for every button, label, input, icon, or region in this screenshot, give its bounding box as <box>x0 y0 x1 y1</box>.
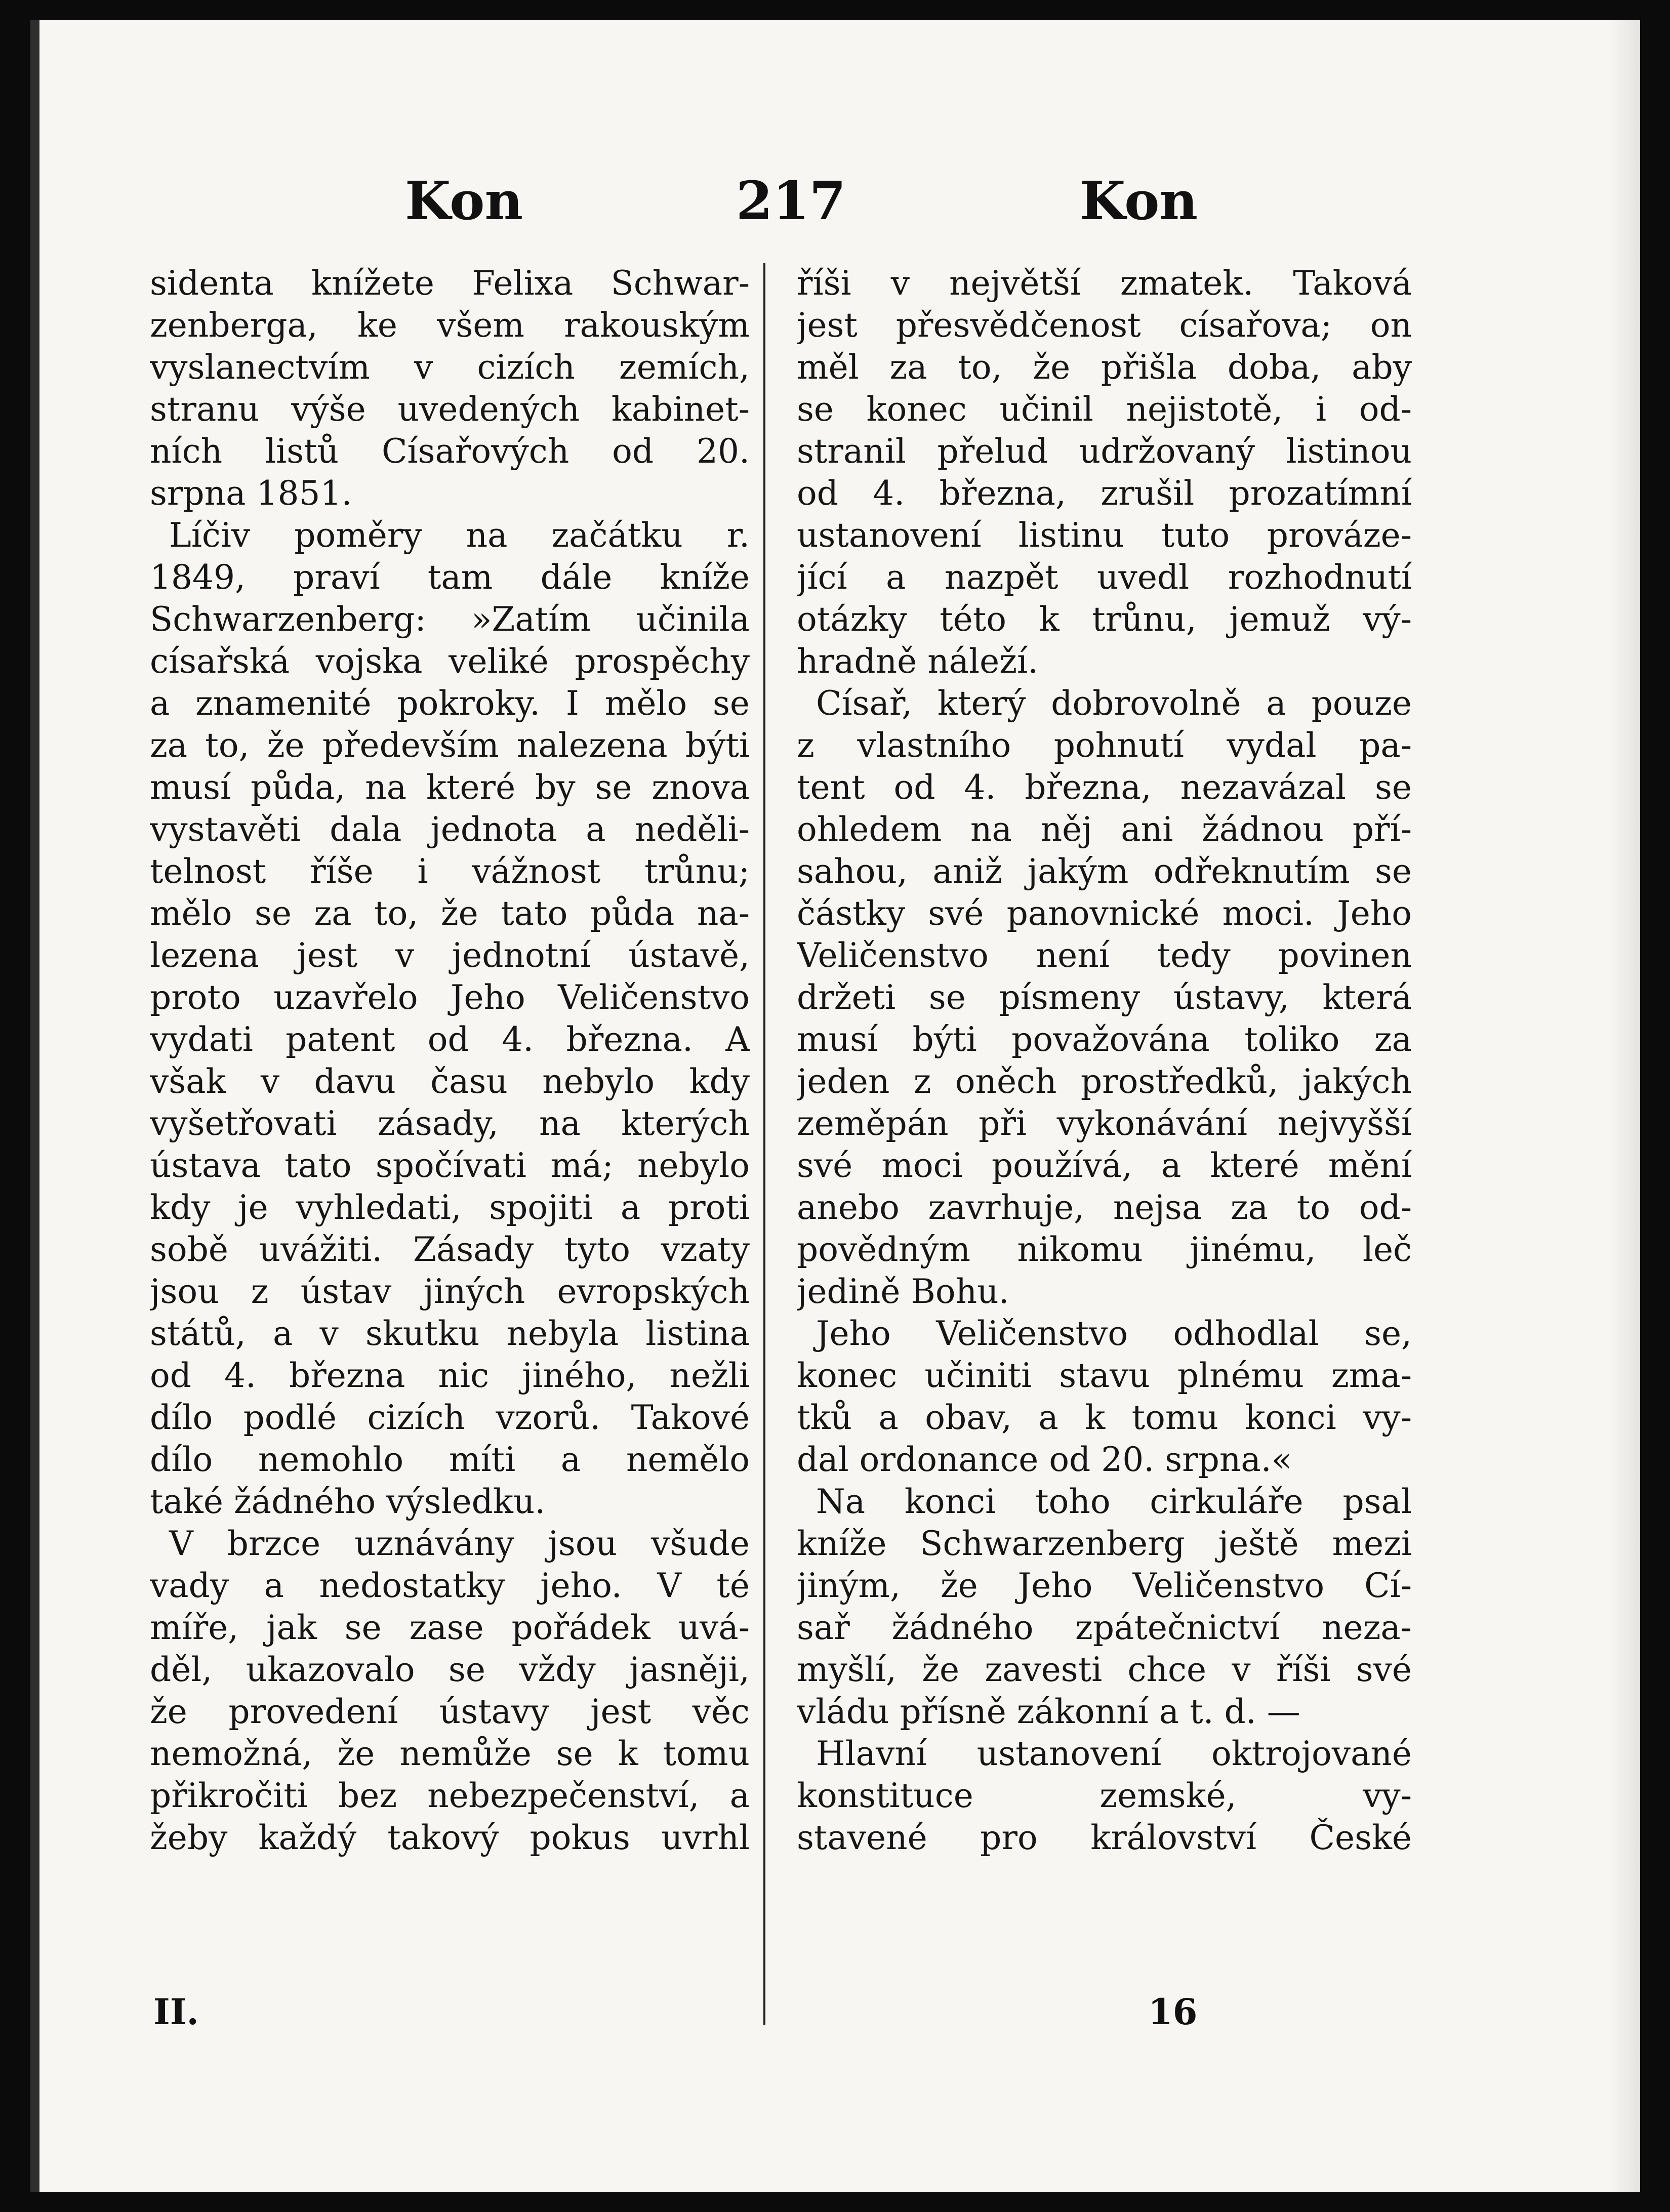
text-line: dílo podlé cizích vzorů. Takové <box>150 1398 750 1437</box>
text-line: anebo zavrhuje, nejsa za to od- <box>797 1188 1412 1227</box>
text-line: mělo se za to, že tato půda na- <box>150 894 750 933</box>
text-line: sař žádného zpátečnictví neza- <box>797 1608 1412 1647</box>
text-line: Jeho Veličenstvo odhodlal se, <box>816 1314 1412 1353</box>
right-column <box>797 262 1412 1859</box>
text-line: a znamenité pokroky. I mělo se <box>150 684 750 723</box>
text-line: vyšetřovati zásady, na kterých <box>150 1104 750 1143</box>
text-line: lezena jest v jednotní ústavě, <box>150 936 750 975</box>
page-content <box>39 20 1640 2192</box>
text-line: od 4. března, zrušil prozatímní <box>797 474 1412 513</box>
text-line: žeby každý takový pokus uvrhl <box>150 1818 750 1857</box>
text-line: jedině Bohu. <box>797 1272 1009 1311</box>
text-line: kdy je vyhledati, spojiti a proti <box>150 1188 750 1227</box>
column-divider <box>763 263 765 2025</box>
text-line: myšlí, že zavesti chce v říši své <box>797 1650 1412 1689</box>
text-line: srpna 1851. <box>150 474 352 513</box>
text-line: říši v největší zmatek. Taková <box>797 264 1412 303</box>
text-line: jsou z ústav jiných evropských <box>150 1272 750 1311</box>
text-line: nemožná, že nemůže se k tomu <box>150 1734 750 1773</box>
text-line: držeti se písmeny ústavy, která <box>797 978 1412 1017</box>
text-line: musí býti považována toliko za <box>797 1020 1412 1059</box>
text-line: císařská vojska veliké prospěchy <box>150 642 750 681</box>
text-line: však v davu času nebylo kdy <box>150 1062 750 1101</box>
text-line: děl, ukazovalo se vždy jasněji, <box>150 1650 750 1689</box>
text-line: telnost říše i vážnost trůnu; <box>150 852 750 891</box>
text-line: vystavěti dala jednota a neděli- <box>150 810 750 849</box>
text-line: jiným, že Jeho Veličenstvo Cí- <box>797 1566 1412 1605</box>
page-number: 217 <box>736 170 846 232</box>
left-column <box>150 262 750 1859</box>
running-head-right: Kon <box>1080 170 1198 232</box>
text-line: tent od 4. března, nezavázal se <box>797 768 1412 807</box>
text-line: také žádného výsledku. <box>150 1482 546 1521</box>
text-line: konstituce zemské, vy- <box>797 1776 1412 1815</box>
text-line: stranil přelud udržovaný listinou <box>797 432 1412 471</box>
text-line: ních listů Císařových od 20. <box>150 432 750 471</box>
page-edge-shadow <box>1610 20 1640 2192</box>
text-line: za to, že především nalezena býti <box>150 726 750 765</box>
text-line: že provedení ústavy jest věc <box>150 1692 750 1731</box>
text-line: Císař, který dobrovolně a pouze <box>816 684 1412 723</box>
text-line: z vlastního pohnutí vydal pa- <box>797 726 1412 765</box>
text-line: míře, jak se zase pořádek uvá- <box>150 1608 750 1647</box>
text-line: dal ordonance od 20. srpna.« <box>797 1440 1292 1479</box>
text-line: zeměpán při vykonávání nejvyšší <box>797 1104 1412 1143</box>
text-line: ustanovení listinu tuto prováze- <box>797 516 1412 555</box>
text-line: Na konci toho cirkuláře psal <box>816 1482 1412 1521</box>
text-line: částky své panovnické moci. Jeho <box>797 894 1412 933</box>
text-line: ohledem na něj ani žádnou pří- <box>797 810 1412 849</box>
text-line: ústava tato spočívati má; nebylo <box>150 1146 750 1185</box>
text-line: Hlavní ustanovení oktrojované <box>816 1734 1412 1773</box>
text-line: zenberga, ke všem rakouským <box>150 306 750 345</box>
text-line: stranu výše uvedených kabinet- <box>150 390 750 429</box>
text-line: měl za to, že přišla doba, aby <box>797 348 1412 387</box>
text-line: hradně náleží. <box>797 642 1039 681</box>
text-line: stavené pro království České <box>797 1818 1412 1857</box>
text-line: dílo nemohlo míti a nemělo <box>150 1440 750 1479</box>
text-line: otázky této k trůnu, jemuž vý- <box>797 600 1412 639</box>
text-line: konec učiniti stavu plnému zma- <box>797 1356 1412 1395</box>
text-line: musí půda, na které by se znova <box>150 768 750 807</box>
text-line: jící a nazpět uvedl rozhodnutí <box>797 558 1412 597</box>
text-line: tků a obav, a k tomu konci vy- <box>797 1398 1412 1437</box>
text-line: Veličenstvo není tedy povinen <box>797 936 1412 975</box>
text-line: vládu přísně zákonní a t. d. — <box>797 1692 1300 1731</box>
book-page <box>30 20 1640 2192</box>
text-line: vady a nedostatky jeho. V té <box>150 1566 750 1605</box>
text-line: Schwarzenberg: »Zatím učinila <box>150 600 750 639</box>
text-line: jeden z oněch prostředků, jakých <box>797 1062 1412 1101</box>
signature-mark-sheet: 16 <box>1148 1991 1198 2033</box>
text-line: proto uzavřelo Jeho Veličenstvo <box>150 978 750 1017</box>
text-line: sahou, aniž jakým odřeknutím se <box>797 852 1412 891</box>
text-line: od 4. března nic jiného, nežli <box>150 1356 750 1395</box>
text-line: své moci používá, a které mění <box>797 1146 1412 1185</box>
text-line: přikročiti bez nebezpečenství, a <box>150 1776 750 1815</box>
text-line: jest přesvědčenost císařova; on <box>797 306 1412 345</box>
text-line: kníže Schwarzenberg ještě mezi <box>797 1524 1412 1563</box>
text-line: Líčiv poměry na začátku r. <box>169 516 750 555</box>
text-line: povědným nikomu jinému, leč <box>797 1230 1412 1269</box>
text-line: se konec učinil nejistotě, i od- <box>797 390 1412 429</box>
text-line: V brzce uznávány jsou všude <box>169 1524 750 1563</box>
signature-mark-volume: II. <box>153 1991 199 2033</box>
running-head-left: Kon <box>405 170 523 232</box>
text-line: států, a v skutku nebyla listina <box>150 1314 750 1353</box>
text-line: sobě uvážiti. Zásady tyto vzaty <box>150 1230 750 1269</box>
text-line: vydati patent od 4. března. A <box>150 1020 750 1059</box>
text-line: 1849, praví tam dále kníže <box>150 558 750 597</box>
text-line: sidenta knížete Felixa Schwar- <box>150 264 750 303</box>
text-line: vyslanectvím v cizích zemích, <box>150 348 750 387</box>
